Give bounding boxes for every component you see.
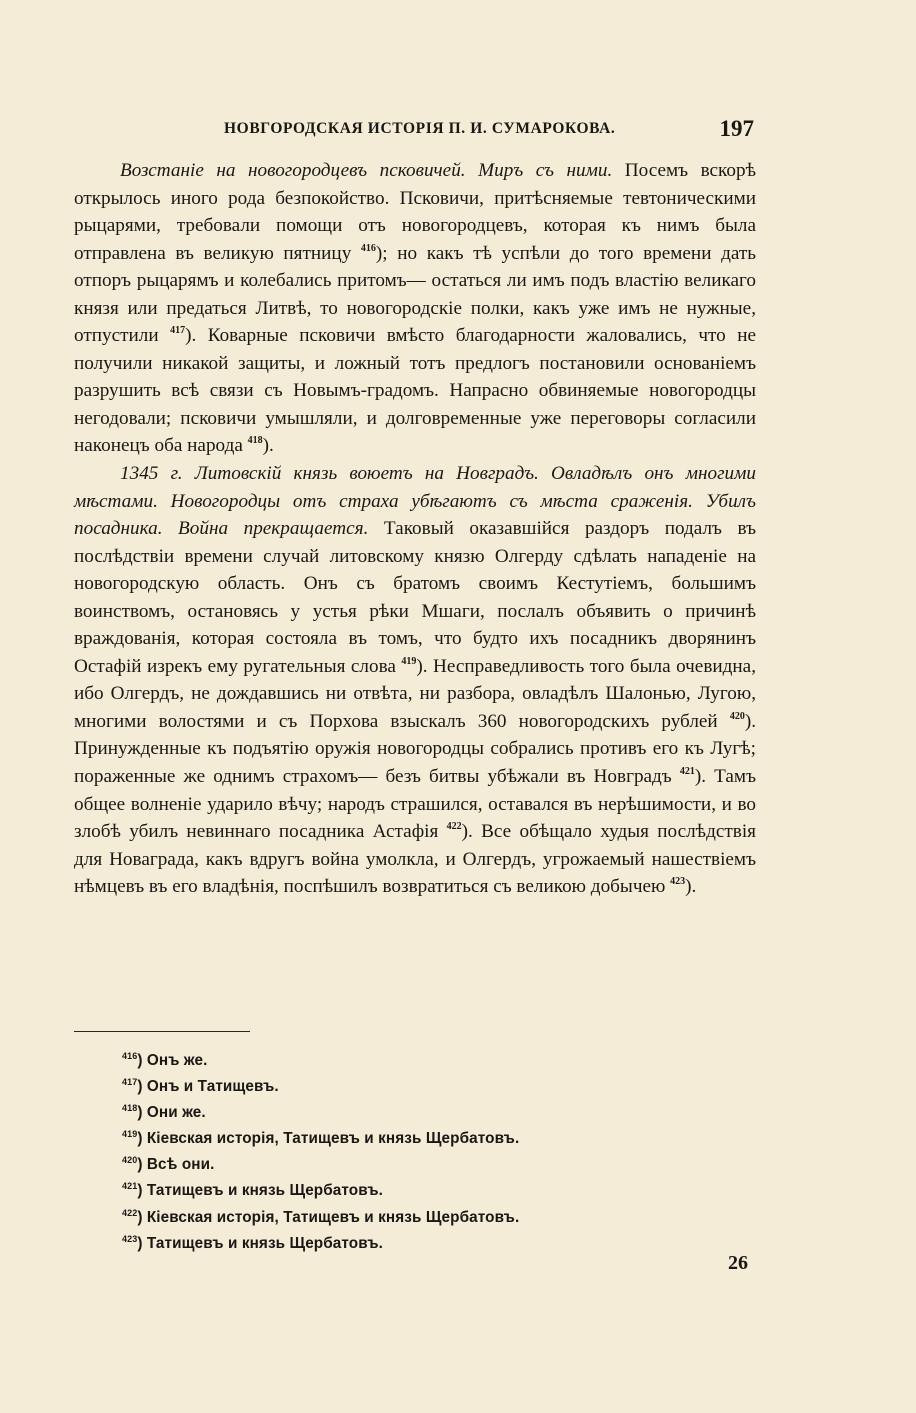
- footnote-number: 421: [122, 1181, 138, 1192]
- footnote-text: ) Татищевъ и князь Щербатовъ.: [137, 1234, 383, 1252]
- page-header: [74, 116, 754, 144]
- footnote-number: 420: [122, 1155, 138, 1166]
- footnote-number: 419: [122, 1129, 138, 1140]
- footnotes: [122, 1048, 742, 1257]
- footnote-ref[interactable]: 423: [670, 876, 686, 888]
- footnote-text: ) Онъ и Татищевъ.: [137, 1078, 279, 1096]
- text-run: ).: [685, 876, 697, 898]
- main-text: [74, 157, 756, 901]
- footnote: [122, 1074, 742, 1100]
- footnote-number: 418: [122, 1103, 138, 1114]
- text-run: Таковый оказавшійся раздоръ подалъ въ послѣдствіи времени случай литовскому князю Олгерду сдѣлать нападеніе на новогородскую область. Онъ съ братомъ своимъ Кестутіемъ, большимъ воинствомъ, остановясь у устья рѣки Мшаги, послалъ объявить о причинѣ враждованія, которая состояла въ томъ, что будто ихъ посадникъ дворянинъ Остафій изрекъ ему ругательныя слова: [74, 518, 756, 677]
- footnote-number: 416: [122, 1051, 138, 1061]
- footnote: [122, 1231, 742, 1257]
- footnote-text: ) Татищевъ и князь Щербатовъ.: [137, 1182, 383, 1200]
- footnote-number: 423: [122, 1233, 138, 1244]
- side-heading: Возстаніе на новогородцевъ псковичей. Миръ съ ними.: [120, 160, 613, 181]
- footnote-text: ) Всѣ они.: [137, 1156, 215, 1174]
- text-run: ).: [262, 435, 274, 457]
- footnote-number: 417: [122, 1077, 138, 1088]
- paragraph: [74, 460, 756, 901]
- text-run: ). Коварные псковичи вмѣсто благодарности жаловались, что не получили никакой защиты, и ложный тотъ предлогъ постановили основаніемъ разрушить всѣ связи съ Новымъ-градомъ. Напрасно обвиняемые новогородцы негодовали; псковичи умышляли, и долговременные уже переговоры согласили наконецъ оба народа: [74, 325, 756, 457]
- footnote: [122, 1100, 742, 1126]
- side-heading: 1345 г. Литовскій князь воюетъ на Новградъ. Овладѣлъ онъ многими мѣстами. Новогородцы отъ страха убѣгаютъ съ мѣста сраженія. Убилъ посадника. Война прекращается.: [74, 463, 756, 540]
- footnote-text: ) Онъ же.: [137, 1052, 208, 1069]
- footnote-ref[interactable]: 417: [170, 325, 186, 337]
- footnote-ref[interactable]: 418: [247, 435, 263, 447]
- footnote: [122, 1152, 742, 1178]
- text-run: ). Тамъ общее волненіе ударило вѣчу; народъ страшился, оставался въ нерѣшимости, и во злобѣ убилъ невиннаго посадника Астафія: [74, 766, 756, 843]
- footnote-text: ) Они же.: [137, 1104, 206, 1122]
- footnote-number: 422: [122, 1207, 138, 1218]
- page-number: 197: [719, 116, 754, 141]
- paragraph: [74, 157, 756, 460]
- text-run: ). Все обѣщало худыя послѣдствія для Новаграда, какъ вдругъ война умолкла, и Олгердъ, угрожаемый нашествіемъ нѣмцевъ въ его владѣнія, поспѣшилъ возвратиться съ великою добычею: [74, 821, 756, 898]
- footnote-text: ) Кіевская исторія, Татищевъ и князь Щербатовъ.: [137, 1208, 520, 1226]
- text-run: ); но какъ тѣ успѣли до того времени дать отпоръ рыцарямъ и колебались притомъ— остаться ли имъ подъ властію великаго князя или предаться Литвѣ, то новогородскіе полки, какъ уже имъ не нужные, отпустили: [74, 242, 757, 347]
- footnote: [122, 1048, 742, 1074]
- footnote: [122, 1178, 742, 1204]
- footnote: [122, 1205, 742, 1231]
- footnote-ref[interactable]: 421: [679, 766, 695, 778]
- running-title: НОВГОРОДСКАЯ ИСТОРІЯ П. И. СУМАРОКОВА.: [224, 120, 616, 137]
- footnote-ref[interactable]: 419: [401, 655, 417, 667]
- footnote-ref[interactable]: 416: [360, 242, 376, 254]
- footnote: [122, 1126, 742, 1152]
- footnote-text: ) Кіевская исторія, Татищевъ и князь Щербатовъ.: [137, 1130, 520, 1148]
- signature-mark: 26: [728, 1252, 748, 1274]
- footnote-ref[interactable]: 420: [729, 710, 745, 722]
- footnote-separator: [74, 1031, 250, 1032]
- footnote-ref[interactable]: 422: [446, 821, 462, 833]
- text-run: ). Принужденные къ подъятію оружія новогородцы собрались противъ его къ Лугѣ; пораженные же однимъ страхомъ— безъ битвы убѣжали въ Новградъ: [74, 710, 756, 788]
- text-run: Посемъ вскорѣ открылось иного рода безпокойство. Псковичи, притѣсняемые тевтоническими рыцарями, требовали помощи отъ новогородцевъ, которая къ нимъ была отправлена въ великую пятницу: [74, 160, 756, 264]
- text-run: ). Несправедливость того была очевидна, ибо Олгердъ, не дождавшись ни отвѣта, ни разбора, овладѣлъ Шалонью, Лугою, многими волостями и съ Порхова взыскалъ 360 новогородскихъ рублей: [74, 655, 756, 732]
